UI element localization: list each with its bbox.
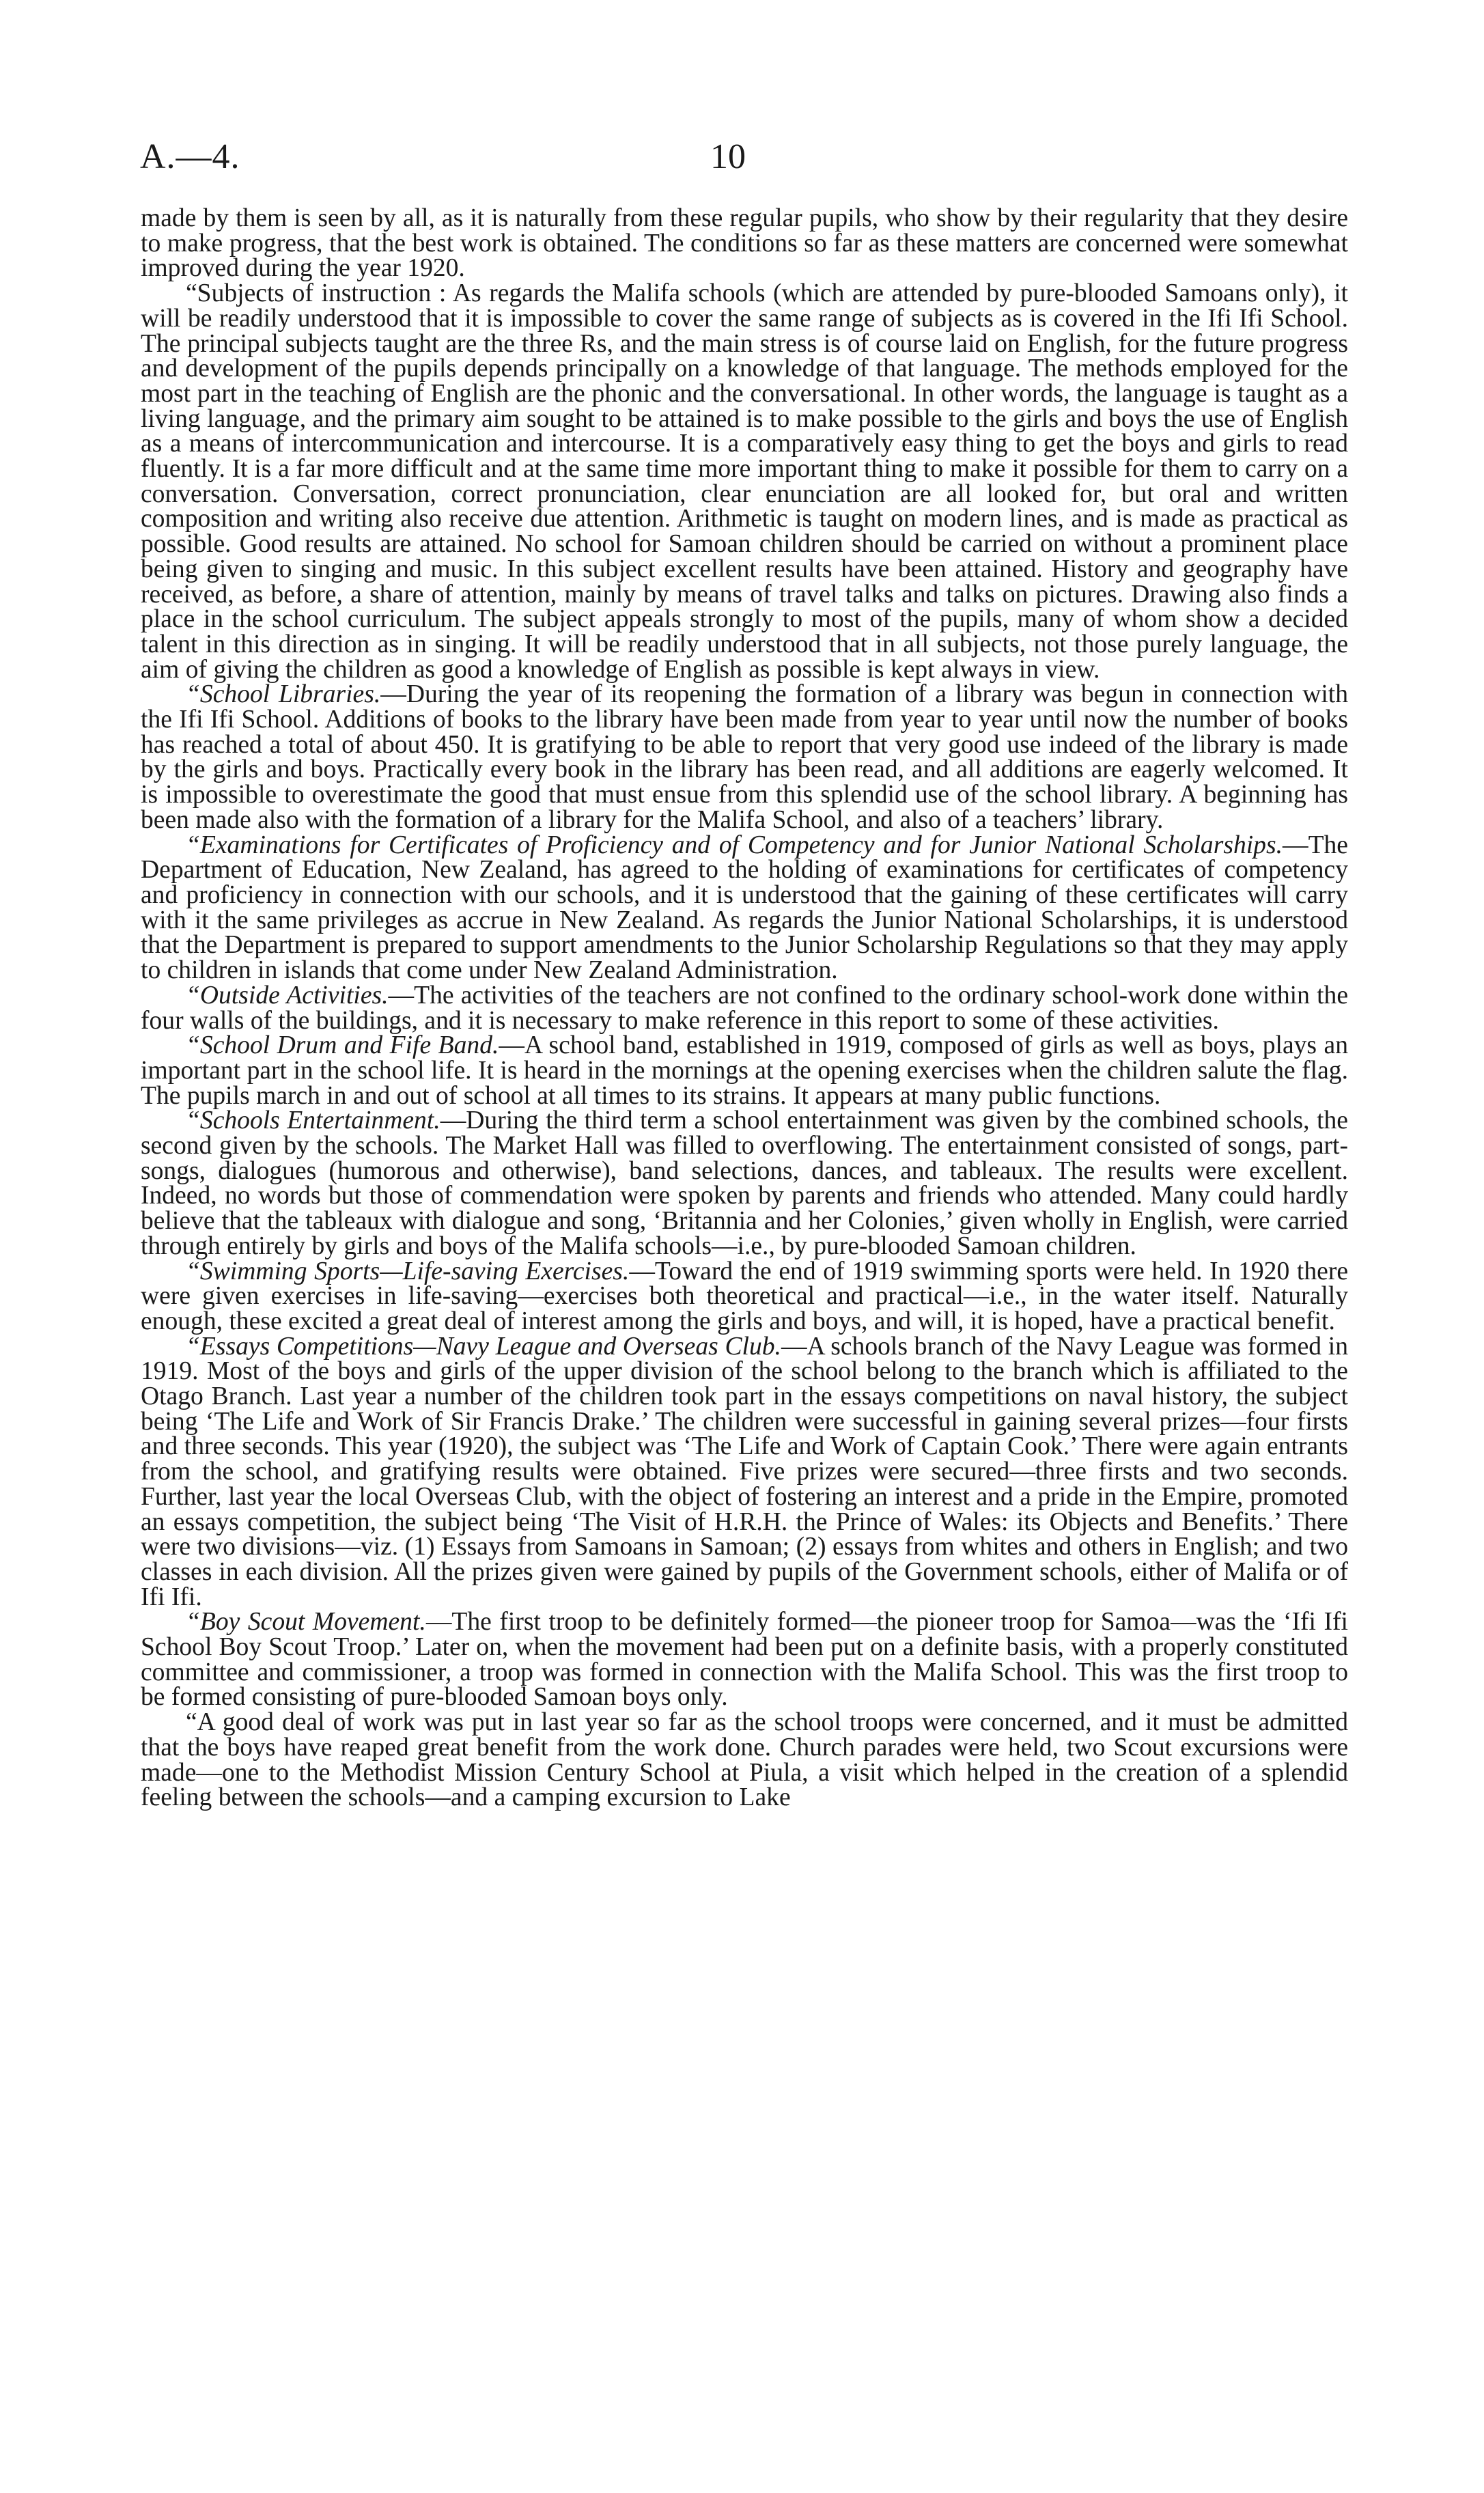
document-id: A.—4. bbox=[140, 137, 240, 176]
page-number: 10 bbox=[710, 137, 746, 176]
paragraph-essays-competitions: “Essays Competitions—Navy League and Overseas Club.—A schools branch of the Navy League was formed in 1919. Most of the boys and girls of the upper division of the school belong to the branch which is affiliated to the Otago Branch. Last year a number of the children took part in the essays competitions on naval history, the subject being ‘The Life and Work of Sir Francis Drake.’ The children were successful in gaining several prizes—four firsts and three seconds. This year (1920), the subject was ‘The Life and Work of Captain Cook.’ There were again entrants from the school, and gratifying results were obtained. Five prizes were secured—three firsts and two seconds. Further, last year the local Overseas Club, with the object of fostering an interest and a pride in the Empire, promoted an essays competition, the subject being ‘The Visit of H.R.H. the Prince of Wales: its Objects and Benefits.’ There were two divisions—viz. (1) Essays from Samoans in Samoan; (2) essays from whites and others in English; and two classes in each division. All the prizes given were gained by pupils of the Government schools, either of Malifa or of Ifi Ifi. bbox=[141, 1332, 1348, 1611]
section-heading: “Swimming Sports—Life-saving Exercises. bbox=[186, 1257, 630, 1285]
paragraph-outside-activities: “Outside Activities.—The activities of the teachers are not confined to the ordinary school-work done within the four walls of the buildings, and it is necessary to make reference in this report to some of these activities. bbox=[141, 981, 1348, 1035]
section-heading: “Essays Competitions—Navy League and Overseas Club. bbox=[186, 1332, 781, 1361]
paragraph-scout-activities: “A good deal of work was put in last year so far as the school troops were concerned, and it must be admitted that the boys have reaped great benefit from the work done. Church parades were held, two Scout excursions were made—one to the Methodist Mission Century School at Piula, a visit which helped in the creation of a splendid feeling between the schools—and a camping excursion to Lake bbox=[141, 1708, 1348, 1812]
paragraph-subjects-of-instruction: “Subjects of instruction : As regards the Malifa schools (which are attended by pure-blooded Samoans only), it will be readily understood that it is impossible to cover the same range of subjects as is covered in the Ifi Ifi School. The principal subjects taught are the three Rs, and the main stress is of course laid on English, for the future progress and development of the pupils depends principally on a knowledge of that language. The methods employed for the most part in the teaching of English are the phonic and the conversational. In other words, the language is taught as a living language, and the primary aim sought to be attained is to make possible to the girls and boys the use of English as a means of intercommunication and intercourse. It is a comparatively easy thing to get the boys and girls to read fluently. It is a far more difficult and at the same time more important thing to make it possible for them to carry on a conversation. Conversation, correct pronunciation, clear enunciation are all looked for, but oral and written composition and writing also receive due attention. Arithmetic is taught on modern lines, and is made as practical as possible. Good results are attained. No school for Samoan children should be carried on without a prominent place being given to singing and music. In this subject excellent results have been attained. History and geography have received, as before, a share of attention, mainly by means of travel talks and talks on pictures. Drawing also finds a place in the school curriculum. The subject appeals strongly to most of the pupils, many of whom show a decided talent in this direction as in singing. It will be readily understood that in all subjects, not those purely language, the aim of giving the children as good a knowledge of English as possible is kept always in view. bbox=[141, 279, 1349, 684]
paragraph-continuation: made by them is seen by all, as it is naturally from these regular pupils, who show by their regularity that they desire to make progress, that the best work is obtained. The conditions so far as these matters are concerned were somewhat improved during the year 1920. bbox=[141, 204, 1348, 283]
section-heading: “Examinations for Certificates of Proficiency and of Competency and for Junior National Scholarships. bbox=[186, 831, 1283, 859]
paragraph-swimming-sports: “Swimming Sports—Life-saving Exercises.—Toward the end of 1919 swimming sports were held. In 1920 there were given exercises in life-saving—exercises both theoretical and practical—i.e., in the water itself. Naturally enough, these excited a great deal of interest among the girls and boys, and will, it is hoped, have a practical benefit. bbox=[141, 1257, 1349, 1335]
section-heading: “Subjects of instruction : bbox=[186, 279, 447, 308]
body-text bbox=[141, 206, 1348, 1811]
section-heading: “School Drum and Fife Band. bbox=[186, 1031, 499, 1060]
paragraph-boy-scout-movement: “Boy Scout Movement.—The first troop to be definitely formed—the pioneer troop for Samoa—was the ‘Ifi Ifi School Boy Scout Troop.’ Later on, when the movement had been put on a definite basis, with a properly constituted committee and commissioner, a troop was formed in connection with the Malifa School. This was the first troop to be formed consisting of pure-blooded Samoan boys only. bbox=[141, 1608, 1348, 1712]
paragraph-examinations: “Examinations for Certificates of Proficiency and of Competency and for Junior National Scholarships.—The Department of Education, New Zealand, has agreed to the holding of examinations for certificates of competency and proficiency in connection with our schools, and it is understood that the gaining of these certificates will carry with it the same privileges as accrue in New Zealand. As regards the Junior National Scholarships, it is understood that the Department is prepared to support amendments to the Junior Scholarship Regulations so that they may apply to children in islands that come under New Zealand Administration. bbox=[141, 831, 1348, 985]
section-heading: “School Libraries. bbox=[186, 680, 381, 709]
paragraph-schools-entertainment: “Schools Entertainment.—During the third term a school entertainment was given by the combined schools, the second given by the schools. The Market Hall was filled to overflowing. The entertainment consisted of songs, part-songs, dialogues (humorous and otherwise), band selections, dances, and tableaux. The results were excellent. Indeed, no words but those of commendation were spoken by parents and friends who attended. Many could hardly believe that the tableaux with dialogue and song, ‘Britannia and her Colonies,’ given wholly in English, were carried through entirely by girls and boys of the Malifa schools—i.e., by pure-blooded Samoan children. bbox=[141, 1106, 1348, 1260]
section-heading: “Boy Scout Movement. bbox=[186, 1608, 426, 1637]
section-heading: “Outside Activities. bbox=[186, 981, 389, 1009]
paragraph-drum-and-fife-band: “School Drum and Fife Band.—A school band, established in 1919, composed of girls as well as boys, plays an important part in the school life. It is heard in the mornings at the opening exercises when the children salute the flag. The pupils march in and out of school at all times to its strains. It appears at many public functions. bbox=[141, 1031, 1348, 1110]
paragraph-school-libraries: “School Libraries.—During the year of its reopening the formation of a library was begun in connection with the Ifi Ifi School. Additions of books to the library have been made from year to year until now the number of books has reached a total of about 450. It is gratifying to be able to report that very good use indeed of the library is made by the girls and boys. Practically every book in the library has been read, and all additions are eagerly welcomed. It is impossible to overestimate the good that must ensue from this splendid use of the school library. A beginning has been made also with the formation of a library for the Malifa School, and also of a teachers’ library. bbox=[141, 680, 1348, 834]
section-heading: “Schools Entertainment. bbox=[186, 1106, 440, 1135]
